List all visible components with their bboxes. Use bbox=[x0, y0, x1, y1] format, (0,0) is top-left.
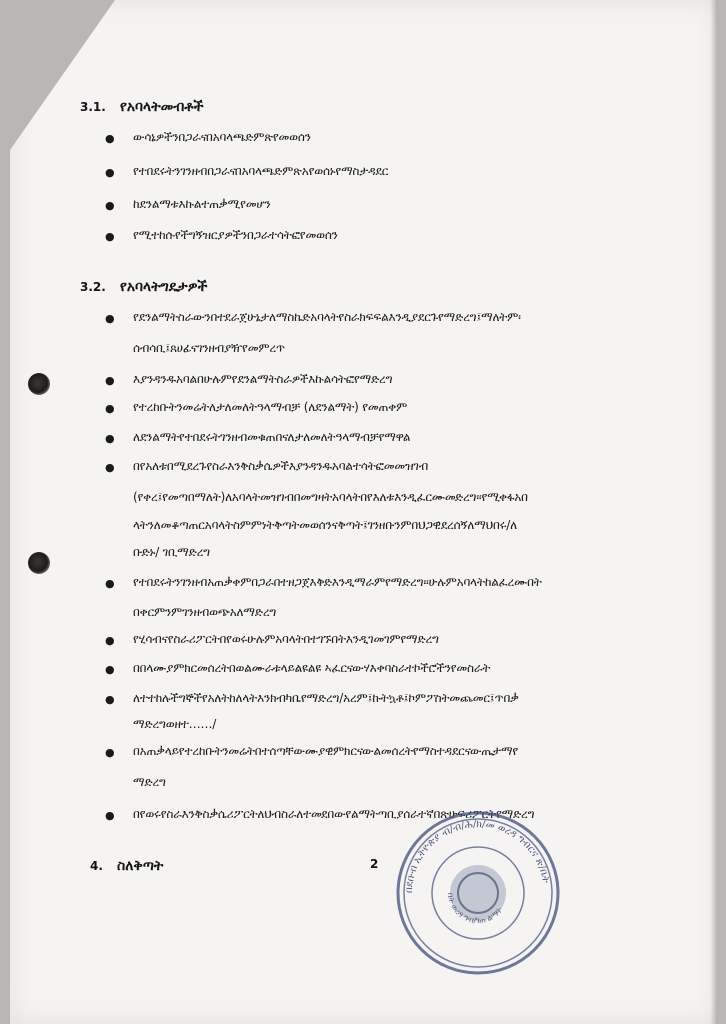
list-item-continuation: ማድረግ bbox=[133, 775, 166, 789]
list-item-continuation: ማድረግወዘተ……/ bbox=[133, 717, 217, 731]
section-3-1-heading bbox=[80, 99, 204, 115]
page-edge-shadow bbox=[710, 0, 718, 1024]
punch-hole bbox=[28, 552, 50, 574]
page-number: 2 bbox=[370, 857, 379, 871]
list-item-continuation: (የቀረ፤የመጣበማለት)ለአባላትመዝገብበመግዛትአባላትበየእለቱእንዲፈርሙመድረግ፡፡የሚቀፋአበ bbox=[133, 490, 528, 504]
section-number: 3.2. bbox=[80, 280, 106, 294]
stamp-outer-text: በደቡብ ኢትዮጵያ ብ/ብ/ሕ/ክ/መ ወረዳ ግብርና ጽ/ቤት bbox=[403, 818, 552, 894]
section-number: 4. bbox=[90, 859, 103, 873]
document-page: 3.1. የአባላትመብቶች ● ውሳኔዎችንበጋራናበአባላጫድምጽየመወሰን ● የተበደሩትንገንዘብበጋራናበአባላጫድምጽአየወሰኑየማስታዳደር ● ከደንልማቱእኩልተጠቃሚየመሆን ● የሚተከሱየችግኝዝርያዎችንበጋራተሳትፎየመወሰን 3.2. የአባላትግዴታዎች ● የደንልማትስራውንበተደራጀሁኔታለማስኬድአባላትየስራክፍፍልእንዲያደርጉየማድረግ፤ማለትም፡ ● እያንዳንዱአባልበሁሉምየደንልማትስራዎችእኩልሳትፎየማድረግ ● የተረከቡትንመሬትለታለመለትዓላማብቻ (ለደንልማት) የመጠቀም ● ለደንልማትየተበደሩትገንዘብመቁጠበናለታለመለትዓላማብቻየማዋል ● በየአለቱበሚደረጉየስራእንቅስቃሴዎችእያንዳንዱአባልተሳትፎመመዝገብ ● የተበደሩትንገንዘብአጠቃቀምበጋራበተዘጋጀእቅድእንዲማራምየማድረግ፡፡ሁሉምአባላትከልፈረሙበት ● የሂሳብናየስራሪፖርትበየወሩሁሉምአባላትበተገኙበትእንዲገመገምየማድረግ ● በበላሙያምክርመሰረትበወልሙራቱላይልዩልዩ ኣፈርናውሃእቀባስራተኮችሮችንየመስራት ● ለተተከሉችግኞችየአለትከለላትእንክብካቤየማድረግ/አረም፤ኩትኳቶ፤ኮምፖስትመጨመር፤ጥበቃ ● በአጠቃላይየተረከቡትንመሬትበተሰጣቸውሙያዊምክርናውልመሰረትየማስተዳደርናውጤታማየ ● በየወሩየስራእንቅስቃሴሪፖርትለህብስራለተመደበውየልማትጣቢያሰራተኛበጽሁፍሪፖርትየማድረግ ሰብሳቢ፤ጸሀፊናገንዘብያዥየመምረጥ (የቀረ፤የመጣበማለት)ለአባላትመዝገብበመግዛትአባላትበየእለቱእንዲፈርሙመድረግ፡፡የሚቀፋአበ ላትንለመቆጣጠርአባላትስምምነትቅጣትመወሰንናቅጣት፤ገንዘቡንምበህጋዊደረሰኝለማህበሩ/ለ ቡድኑ/ ገቢማድረግ በቀርምንምገንዘብወጭአለማድረግ ማድረግወዘተ……/ ማድረግ 4. ስለቅጣት 2 በደቡብ ኢትዮጵያ ብ/ብ/ሕ/ክ/መ ወረዳ ግብርና ጽ/ቤት ቤት ወረዳ ግብ/ገጠ ልማት bbox=[10, 0, 718, 1024]
section-number: 3.1. bbox=[80, 100, 106, 114]
punch-hole bbox=[28, 373, 50, 395]
stamp-inner-text: ቤት ወረዳ ግብ/ገጠ ልማት bbox=[445, 892, 505, 926]
list-item-continuation: ቡድኑ/ ገቢማድረግ bbox=[133, 545, 210, 559]
folded-corner bbox=[10, 0, 115, 150]
section-title: የአባላትመብቶች bbox=[120, 99, 204, 115]
section-3-2-heading bbox=[80, 279, 207, 295]
official-stamp bbox=[393, 808, 563, 978]
section-title: የአባላትግዴታዎች bbox=[120, 279, 208, 295]
section-title: ስለቅጣት bbox=[117, 858, 164, 874]
section-4-heading bbox=[90, 858, 163, 874]
list-item-continuation: በቀርምንምገንዘብወጭአለማድረግ bbox=[133, 605, 277, 619]
list-item-continuation: ሰብሳቢ፤ጸሀፊናገንዘብያዥየመምረጥ bbox=[133, 341, 285, 355]
list-item-continuation: ላትንለመቆጣጠርአባላትስምምነትቅጣትመወሰንናቅጣት፤ገንዘቡንምበህጋዊደረሰኝለማህበሩ/ለ bbox=[133, 518, 517, 532]
